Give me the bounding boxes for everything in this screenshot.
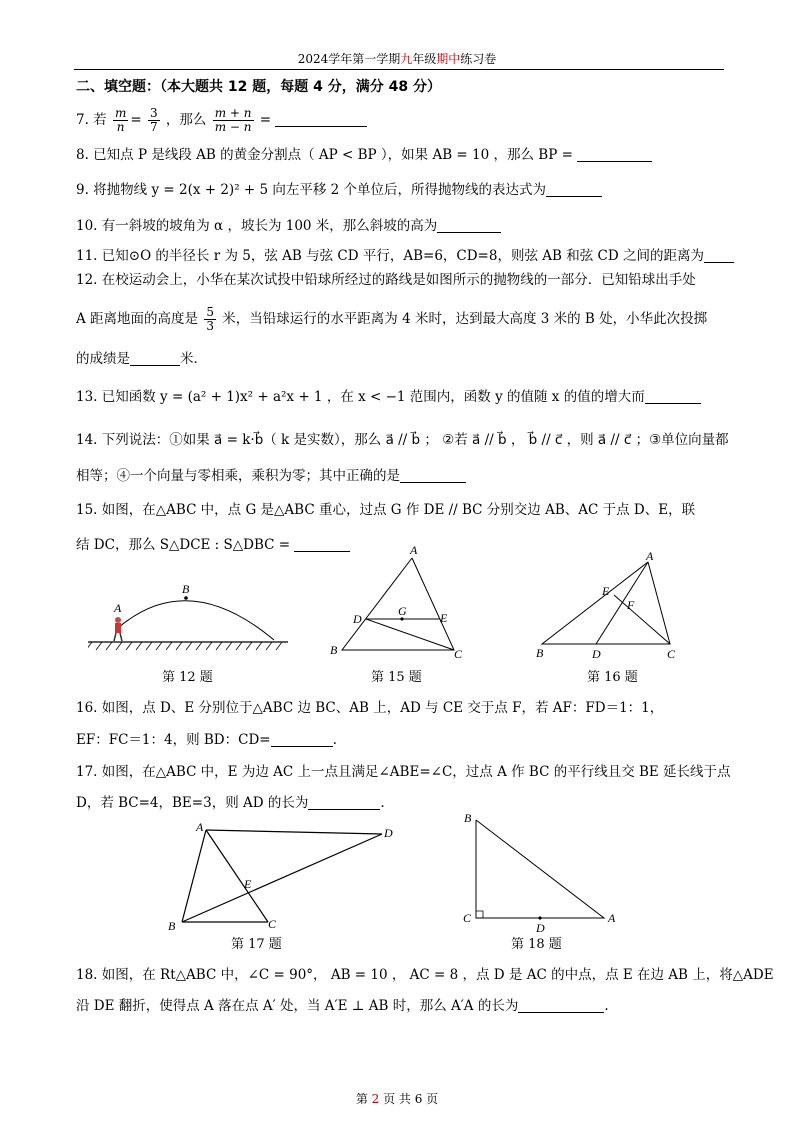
question-15-line1: 15. 如图，在△ABC 中，点 G 是△ABC 重心，过点 G 作 DE // BC 分别交边 AB、AC 于点 D、E，联 xyxy=(76,502,696,518)
header-exam-type: 期中 xyxy=(436,52,461,66)
f12-label-b: B xyxy=(182,582,190,596)
question-16-line2: EF：FC＝1：4，则 BD：CD= . xyxy=(76,732,337,748)
f17-label-b: B xyxy=(168,919,176,933)
q12-num: 5 xyxy=(206,305,214,319)
question-12-line2 xyxy=(76,302,707,336)
f12-athlete-icon xyxy=(114,617,122,641)
figure-16-caption: 第 16 题 xyxy=(587,670,638,685)
f18-label-d: D xyxy=(536,921,545,935)
header-term: 2024学年第一学期 xyxy=(297,52,401,66)
header-grade: 九 xyxy=(400,52,413,66)
f18-right-angle xyxy=(476,911,483,918)
q17-answer-blank[interactable] xyxy=(308,795,380,810)
q16-answer-blank[interactable] xyxy=(271,732,333,747)
q10-answer-blank[interactable] xyxy=(437,218,501,233)
q15-text: 结 DC，那么 S△DCE : S△DBC = xyxy=(76,537,295,553)
f16-ce xyxy=(614,595,670,644)
question-17-line1: 17. 如图，在△ABC 中，E 为边 AC 上一点且满足∠ABE=∠C，过点 A 作 BC 的平行线且交 BE 延长线于点 xyxy=(76,764,731,780)
figure-16 xyxy=(530,550,690,660)
f16-label-f: F xyxy=(627,598,635,612)
q16-text: EF：FC＝1：4，则 BD：CD= xyxy=(76,732,271,748)
q11-answer-blank[interactable] xyxy=(704,248,734,263)
question-18-line1: 18. 如图，在 Rt△ABC 中，∠C = 90°， AB = 10 ， AC = 8 ，点 D 是 AC 的中点，点 E 在边 AB 上，将△ADE xyxy=(76,967,774,983)
question-11 xyxy=(76,247,734,265)
f18-label-b: B xyxy=(464,811,472,825)
f15-label-d: D xyxy=(353,612,362,626)
f16-label-c: C xyxy=(667,647,676,660)
figure-15-caption: 第 15 题 xyxy=(371,670,422,685)
figure-18-caption: 第 18 题 xyxy=(511,937,562,952)
q7-mmn: m − n xyxy=(214,120,252,134)
q12-rest-text: 米，当铅球运行的水平距离为 4 米时，达到最大高度 3 米的 B 处，小华此次投掷 xyxy=(222,311,708,327)
figure-15 xyxy=(326,542,471,660)
question-12-line3 xyxy=(76,350,207,368)
q12-fraction-5-3 xyxy=(204,306,216,333)
q14-answer-blank[interactable] xyxy=(400,468,466,483)
q7-numerator: m xyxy=(114,106,127,120)
f17-ad xyxy=(206,830,382,834)
f12-ground-hatch xyxy=(88,642,282,650)
header-grade-suffix: 年级 xyxy=(412,52,437,66)
figure-12-caption: 第 12 题 xyxy=(162,670,213,685)
q7-mpn: m + n xyxy=(214,106,252,120)
q13-text: 13. 已知函数 y = (a² + 1)x² + a²x + 1 ，在 x < −1 范围内，函数 y 的值随 x 的值的增大而 xyxy=(76,389,645,405)
question-12-line1: 12. 在校运动会上，小华在某次试投中铅球所经过的路线是如图所示的抛物线的一部分．已知铅球出手处 xyxy=(76,272,696,288)
q8-answer-blank[interactable] xyxy=(577,147,652,162)
f16-label-d: D xyxy=(592,647,601,660)
figure-12 xyxy=(88,578,298,654)
f16-triangle xyxy=(542,562,670,644)
header-rule xyxy=(74,69,724,70)
q18-text: 沿 DE 翻折，使得点 A 落在点 A′ 处，当 A′E ⊥ AB 时，那么 A′A 的长为 xyxy=(76,998,519,1014)
f18-triangle xyxy=(476,820,604,918)
f17-label-a: A xyxy=(196,820,204,834)
q18-answer-blank[interactable] xyxy=(518,998,604,1013)
question-10 xyxy=(76,217,501,235)
q13-answer-blank[interactable] xyxy=(645,389,701,404)
footer-page-number: 2 xyxy=(371,1092,380,1106)
f16-label-a: A xyxy=(646,550,654,563)
question-8 xyxy=(76,146,652,164)
footer-prefix: 第 xyxy=(355,1092,372,1106)
question-13 xyxy=(76,388,701,406)
section-title: 二、填空题：（本大题共 12 题，每题 4 分，满分 48 分） xyxy=(76,79,441,95)
q12-result-text: 的成绩是 xyxy=(76,351,130,367)
q7-prefix: 7. 若 xyxy=(76,112,107,128)
q9-text: 9. 将抛物线 y = 2(x + 2)² + 5 向左平移 2 个单位后，所得抛物线的表达式为 xyxy=(76,182,547,198)
q7-den-7: 7 xyxy=(149,120,158,134)
figure-17-caption: 第 17 题 xyxy=(231,937,282,952)
q7-fraction-m-n xyxy=(113,107,128,134)
question-14-line1: 14. 下列说法：①如果 a⃗ = k·b⃗（ k 是实数），那么 a⃗ // b⃗ ； ②若 a⃗ // b⃗ ， b⃗ // c⃗ ，则 a⃗ // c⃗ ；③单位向量都 xyxy=(76,432,729,448)
q12-answer-blank[interactable] xyxy=(130,351,180,366)
f12-trajectory xyxy=(118,601,274,640)
question-7: 7. 若 $\frac{m}{n}$ = $\frac{3}{7}$ ，那么 $\frac{m + n}{m - n}$ = xyxy=(76,106,367,134)
f17-ab xyxy=(182,830,206,922)
f12-label-a: A xyxy=(114,601,122,615)
f17-label-e: E xyxy=(244,877,252,891)
q7-fraction-3-7 xyxy=(148,107,160,134)
q9-answer-blank[interactable] xyxy=(546,182,602,197)
q7-eq: = xyxy=(255,112,276,128)
f16-label-b: B xyxy=(536,646,544,660)
f15-label-a: A xyxy=(410,543,418,557)
f18-label-a: A xyxy=(608,911,616,925)
question-14-line2 xyxy=(76,467,466,485)
q17-text: D，若 BC=4，BE=3，则 AD 的长为 xyxy=(76,795,309,811)
q12-height-text: A 距离地面的高度是 xyxy=(76,311,199,327)
figure-17 xyxy=(160,818,400,936)
f17-label-d: D xyxy=(384,826,393,840)
page-footer xyxy=(0,1090,794,1107)
q7-num-3: 3 xyxy=(149,106,158,120)
f16-label-e: E xyxy=(602,584,610,598)
f12-point-b xyxy=(184,596,188,600)
q10-text: 10. 有一斜坡的坡角为 α ，坡长为 100 米，那么斜坡的高为 xyxy=(76,218,438,234)
q7-answer-blank[interactable] xyxy=(275,112,367,127)
f15-label-e: E xyxy=(440,611,448,625)
f17-bd xyxy=(182,834,382,922)
q12-unit: 米． xyxy=(180,351,207,367)
question-9 xyxy=(76,181,602,199)
f16-ad xyxy=(596,562,648,644)
f15-label-g: G xyxy=(398,604,407,618)
q14-text: 相等；④一个向量与零相乘，乘积为零；其中正确的是 xyxy=(76,468,400,484)
q11-text: 11. 已知⊙O 的半径长 r 为 5，弦 AB 与弦 CD 平行，AB=6，CD=8，则弦 AB 和弦 CD 之间的距离为 xyxy=(76,248,704,264)
question-16-line1: 16. 如图，点 D、E 分别位于△ABC 边 BC、AB 上，AD 与 CE 交于点 F，若 AF：FD＝1：1， xyxy=(76,700,664,716)
question-15-line2 xyxy=(76,536,350,554)
page-header xyxy=(0,50,794,67)
q7-then: ，那么 xyxy=(165,112,207,128)
q7-denominator: n xyxy=(116,120,125,134)
f15-label-b: B xyxy=(330,643,338,657)
question-18-line2: 沿 DE 翻折，使得点 A 落在点 A′ 处，当 A′E ⊥ AB 时，那么 A′A 的长为 . xyxy=(76,998,609,1014)
f17-ac xyxy=(206,830,268,922)
q12-den: 3 xyxy=(206,319,214,333)
f18-label-c: C xyxy=(463,911,472,925)
footer-total: 页 共 6 页 xyxy=(379,1092,439,1106)
q8-text: 8. 已知点 P 是线段 AB 的黄金分割点（ AP < BP ），如果 AB = 10 ，那么 BP = xyxy=(76,147,578,163)
header-suffix: 练习卷 xyxy=(460,52,497,66)
f15-label-c: C xyxy=(454,647,463,660)
figure-18 xyxy=(458,808,628,936)
question-17-line2: D，若 BC=4，BE=3，则 AD 的长为 . xyxy=(76,795,385,811)
q7-fraction-result xyxy=(213,107,254,134)
f17-label-c: C xyxy=(268,917,277,931)
f18-point-d xyxy=(538,916,541,919)
